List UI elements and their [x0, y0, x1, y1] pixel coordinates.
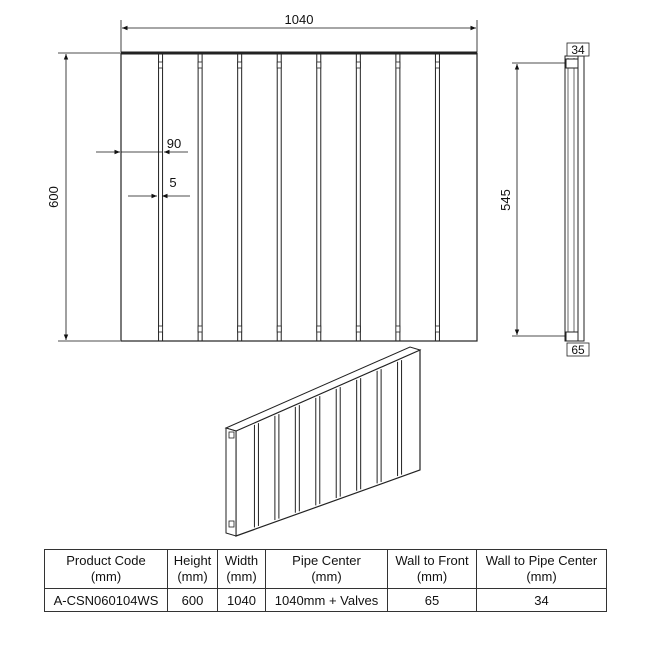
side-view	[498, 43, 589, 357]
width-dimension	[121, 12, 477, 52]
header-width: Width (mm)	[218, 550, 266, 589]
width-label: 1040	[284, 12, 314, 27]
cell-width: 1040	[218, 589, 266, 612]
cell-wall-to-front: 65	[388, 589, 477, 612]
pitch-label: 90	[166, 136, 182, 151]
header-product-code: Product Code (mm)	[45, 550, 168, 589]
panel-top-notch	[317, 62, 321, 68]
cell-wall-to-pipe-center: 34	[477, 589, 607, 612]
panel-top-notch	[238, 62, 242, 68]
header-pipe-center: Pipe Center (mm)	[266, 550, 388, 589]
wall-to-front-label: 65	[571, 343, 585, 357]
panel-bottom-notch	[277, 326, 281, 332]
panel-bottom-notch	[238, 326, 242, 332]
panel-bottom-notch	[396, 326, 400, 332]
panel-top-notch	[356, 62, 360, 68]
spec-table	[44, 549, 607, 612]
radiator-outline	[121, 53, 477, 341]
front-view	[121, 53, 477, 341]
wall-to-pipe-label: 34	[571, 43, 585, 57]
table-header-row	[45, 550, 607, 589]
table-row	[45, 589, 607, 612]
header-wall-to-front: Wall to Front (mm)	[388, 550, 477, 589]
panel-top-notch	[435, 62, 439, 68]
isometric-view	[226, 347, 420, 536]
cell-height: 600	[168, 589, 218, 612]
pipe-height-label: 545	[498, 189, 513, 211]
cell-product-code: A-CSN060104WS	[45, 589, 168, 612]
panel-bottom-notch	[198, 326, 202, 332]
height-label: 600	[46, 186, 61, 208]
header-wall-to-pipe-center: Wall to Pipe Center (mm)	[477, 550, 607, 589]
panel-bottom-notch	[317, 326, 321, 332]
panel-top-notch	[277, 62, 281, 68]
panel-top-notch	[159, 62, 163, 68]
panel-bottom-notch	[435, 326, 439, 332]
gap-label: 5	[169, 175, 177, 190]
height-dimension	[46, 53, 120, 341]
panel-bottom-notch	[356, 326, 360, 332]
panel-top-notch	[198, 62, 202, 68]
panel-top-notch	[396, 62, 400, 68]
header-height: Height (mm)	[168, 550, 218, 589]
cell-pipe-center: 1040mm + Valves	[266, 589, 388, 612]
panel-bottom-notch	[159, 326, 163, 332]
